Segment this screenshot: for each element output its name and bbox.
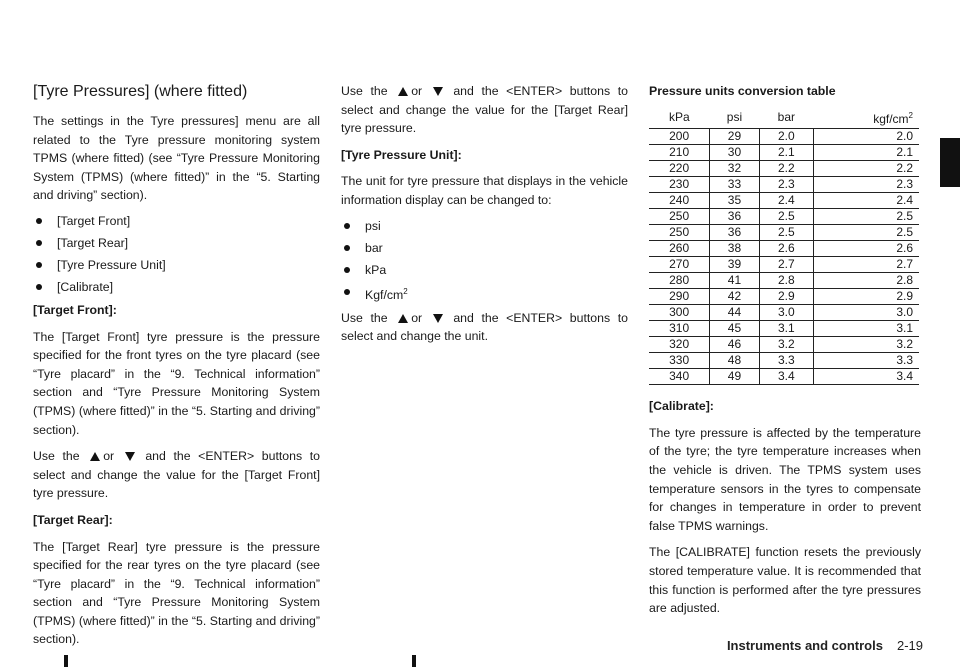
up-triangle-icon [398,87,408,96]
table-cell: 2.4 [759,193,813,209]
table-cell: 2.1 [814,145,919,161]
crop-mark [64,655,68,667]
table-cell: 3.4 [759,369,813,385]
list-item: [Tyre Pressure Unit] [33,257,320,273]
down-triangle-icon [125,452,135,461]
list-item: [Calibrate] [33,279,320,295]
table-cell: 300 [649,305,710,321]
header-superscript: 2 [908,110,913,120]
table-header-row [649,107,919,129]
table-cell: 36 [710,209,759,225]
table-row [649,209,919,225]
table-cell: 2.7 [814,257,919,273]
table-row [649,225,919,241]
table-cell: 2.9 [814,289,919,305]
unit-instructions [341,309,628,346]
crop-mark [412,655,416,667]
footer-section-name: Instruments and controls [726,638,883,653]
menu-items-list [33,213,320,295]
up-triangle-icon [90,452,100,461]
table-row [649,369,919,385]
column-header: kPa [649,107,710,129]
table-cell: 2.3 [814,177,919,193]
down-triangle-icon [433,87,443,96]
calibrate-paragraph-1: The tyre pressure is affected by the temperature of the tyre; the tyre temperature increases when the vehicle is driven. The TPMS system uses temperature sensors in the tyres to compensate for changes in temperature in order to prevent false TPMS warnings. [649,425,921,533]
calibrate-title: [Calibrate]: [649,399,714,414]
table-cell: 3.3 [814,353,919,369]
table-cell: 250 [649,225,710,241]
table-cell: 200 [649,129,710,145]
text-fragment: and the <ENTER> buttons to select and change the value for the [Target Rear] tyre pressure. [341,84,628,136]
table-cell: 46 [710,337,759,353]
table-cell: 2.5 [759,225,813,241]
table-cell: 3.0 [759,305,813,321]
table-cell: 2.5 [814,225,919,241]
table-cell: 2.5 [814,209,919,225]
intro-paragraph: The settings in the Tyre pressures] menu are all related to the Tyre pressure monitoring system TPMS (where fitted) (see “Tyre Pressure Monitoring System (TPMS) (where fitted)” in the “5. Starting and driving” section). [33,114,320,203]
text-fragment: and the <ENTER> buttons to select and change the unit. [341,310,628,344]
table-cell: 35 [710,193,759,209]
table-row [649,289,919,305]
table-cell: 310 [649,321,710,337]
page-footer [727,638,923,653]
table-cell: 2.8 [814,273,919,289]
table-cell: 2.2 [759,161,813,177]
down-triangle-icon [433,314,443,323]
table-cell: 33 [710,177,759,193]
table-cell: 3.4 [814,369,919,385]
table-cell: 2.9 [759,289,813,305]
table-cell: 2.0 [814,129,919,145]
table-cell: 44 [710,305,759,321]
table-cell: 2.8 [759,273,813,289]
table-cell: 2.2 [814,161,919,177]
table-cell: 39 [710,257,759,273]
table-row [649,161,919,177]
text-fragment: Use the [33,449,80,464]
text-fragment: or [103,449,115,464]
unit-label: Kgf/cm [365,287,404,302]
table-cell: 320 [649,337,710,353]
table-cell: 270 [649,257,710,273]
table-cell: 41 [710,273,759,289]
header-label: kgf/cm [873,111,909,126]
table-cell: 3.2 [814,337,919,353]
table-cell: 2.0 [759,129,813,145]
table-row [649,145,919,161]
table-cell: 38 [710,241,759,257]
table-row [649,353,919,369]
list-item [341,284,628,303]
table-cell: 330 [649,353,710,369]
table-cell: 3.3 [759,353,813,369]
table-cell: 3.2 [759,337,813,353]
table-cell: 290 [649,289,710,305]
column-header [814,107,919,129]
target-front-paragraph: The [Target Front] tyre pressure is the pressure specified for the front tyres on the tyre placard (see “Tyre placard” in the “9. Technical information” section and “Tyre Pressure Monitoring System (TPMS) (where fitted)” in the “5. Starting and driving” section). [33,329,320,437]
table-row [649,257,919,273]
table-cell: 36 [710,225,759,241]
list-item: bar [341,240,628,256]
table-cell: 42 [710,289,759,305]
column-header: bar [759,107,813,129]
table-row [649,193,919,209]
table-cell: 260 [649,241,710,257]
table-cell: 230 [649,177,710,193]
column-left [33,82,320,657]
section-tab-marker [940,138,960,187]
table-cell: 280 [649,273,710,289]
table-row [649,337,919,353]
table-row [649,241,919,257]
table-cell: 3.1 [759,321,813,337]
table-title: Pressure units conversion table [649,84,836,98]
table-cell: 2.4 [814,193,919,209]
text-fragment: Use the [341,84,388,98]
table-cell: 2.6 [759,241,813,257]
conversion-table [649,107,919,386]
text-fragment: Use the [341,310,388,325]
target-rear-paragraph: The [Target Rear] tyre pressure is the pressure specified for the rear tyres on the tyre placard (see “Tyre placard” in the “9. Technical information” section and “Tyre Pressure Monitoring System (TPMS) (where fitted)” in the “5. Starting and driving” section). [33,539,320,647]
list-item: [Target Rear] [33,235,320,251]
table-cell: 48 [710,353,759,369]
column-header: psi [710,107,759,129]
list-item: kPa [341,262,628,278]
table-row [649,129,919,145]
column-right [649,82,921,626]
page-number: 2-19 [896,638,923,653]
tyre-pressure-unit-title: [Tyre Pressure Unit]: [341,147,462,162]
list-item: psi [341,218,628,234]
units-list [341,218,628,303]
table-cell: 49 [710,369,759,385]
table-cell: 45 [710,321,759,337]
table-cell: 240 [649,193,710,209]
target-front-title: [Target Front]: [33,302,117,317]
text-fragment: and the <ENTER> buttons to select and change the value for the [Target Front] tyre pressure. [33,449,320,501]
table-cell: 2.6 [814,241,919,257]
table-cell: 340 [649,369,710,385]
table-cell: 2.7 [759,257,813,273]
table-row [649,305,919,321]
calibrate-paragraph-2: The [CALIBRATE] function resets the previously stored temperature value. It is recommended that this function is performed after the tyre pressures are adjusted. [649,545,921,616]
table-cell: 220 [649,161,710,177]
text-fragment: or [411,310,423,325]
up-triangle-icon [398,314,408,323]
table-cell: 210 [649,145,710,161]
tyre-pressure-unit-paragraph: The unit for tyre pressure that displays in the vehicle information display can be changed to: [341,174,628,207]
table-row [649,273,919,289]
table-row [649,321,919,337]
list-item: [Target Front] [33,213,320,229]
target-front-instructions [33,447,320,503]
table-row [649,177,919,193]
table-cell: 30 [710,145,759,161]
target-rear-instructions [341,82,628,138]
table-cell: 32 [710,161,759,177]
column-middle [341,82,628,354]
table-cell: 2.1 [759,145,813,161]
table-cell: 2.3 [759,177,813,193]
table-cell: 250 [649,209,710,225]
table-cell: 3.1 [814,321,919,337]
text-fragment: or [411,84,423,98]
section-heading: [Tyre Pressures] (where fitted) [33,83,248,100]
table-cell: 3.0 [814,305,919,321]
table-cell: 29 [710,129,759,145]
unit-superscript: 2 [403,286,408,296]
table-cell: 2.5 [759,209,813,225]
target-rear-title: [Target Rear]: [33,512,113,527]
